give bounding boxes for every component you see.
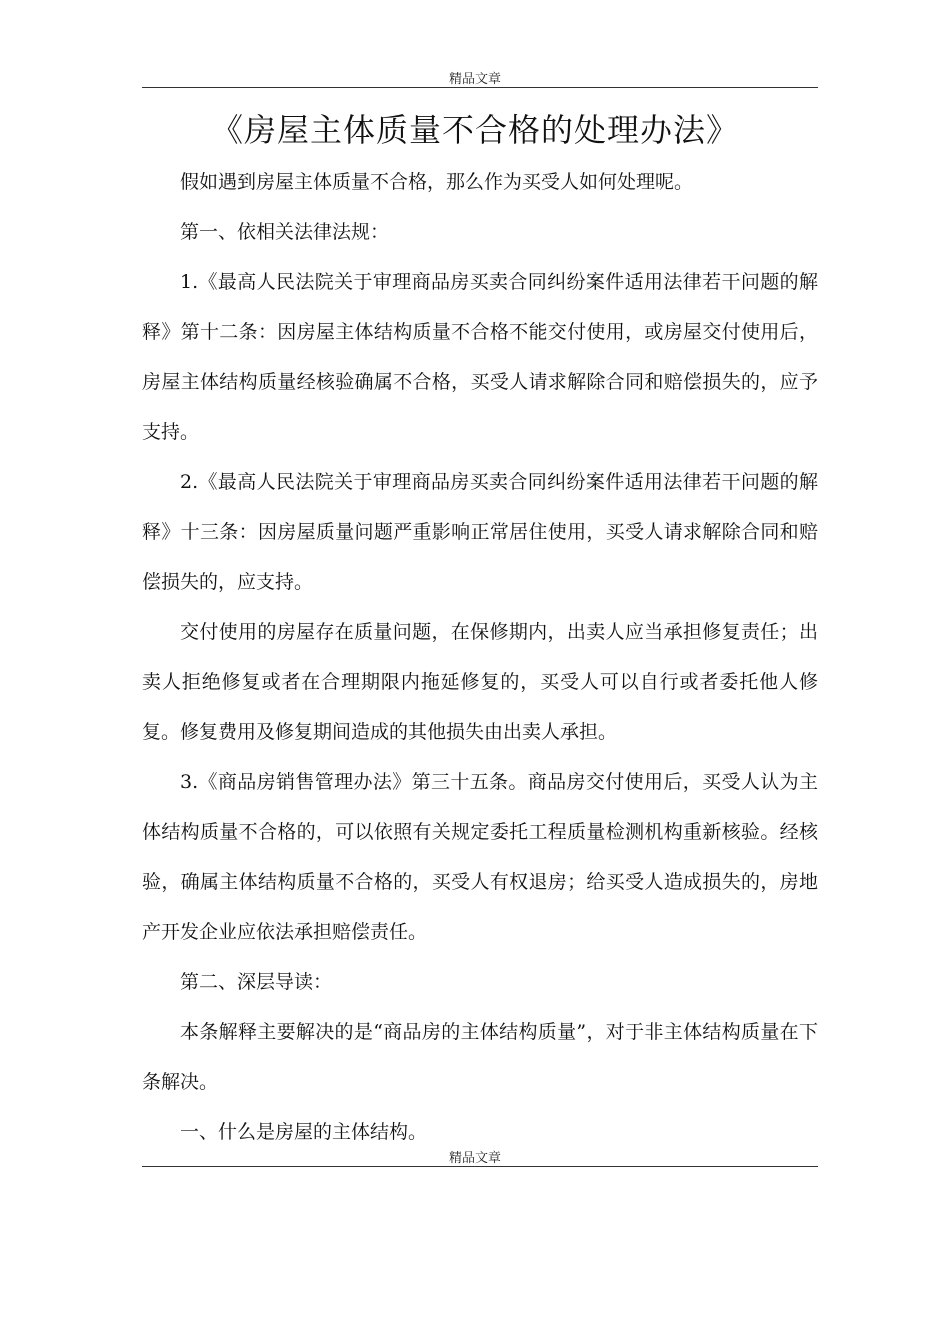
paragraph-repair: 交付使用的房屋存在质量问题，在保修期内，出卖人应当承担修复责任；出卖人拒绝修复或者在合理期限内拖延修复的，买受人可以自行或者委托他人修复。修复费用及修复期间造成的其他损失由出卖人承担。	[142, 621, 818, 743]
paragraph-section-2-heading: 第二、深层导读：	[180, 971, 333, 993]
footer-divider	[142, 1166, 818, 1167]
document-title: 《房屋主体质量不合格的处理办法》	[210, 111, 739, 149]
header-divider	[142, 87, 818, 88]
paragraph-law-3: 3.《商品房销售管理办法》第三十五条。商品房交付使用后，买受人认为主体结构质量不合格的，可以依照有关规定委托工程质量检测机构重新核验。经核验，确属主体结构质量不合格的，买受人有权退房；给买受人造成损失的，房地产开发企业应依法承担赔偿责任。	[142, 771, 818, 943]
paragraph-law-1: 1.《最高人民法院关于审理商品房买卖合同纠纷案件适用法律若干问题的解释》第十二条：因房屋主体结构质量不合格不能交付使用，或房屋交付使用后，房屋主体结构质量经核验确属不合格，买受人请求解除合同和赔偿损失的，应予支持。	[142, 271, 818, 443]
paragraph-subheading-1: 一、什么是房屋的主体结构。	[180, 1121, 428, 1143]
paragraph-explanation: 本条解释主要解决的是“商品房的主体结构质量”，对于非主体结构质量在下条解决。	[142, 1021, 818, 1093]
paragraph-intro: 假如遇到房屋主体质量不合格，那么作为买受人如何处理呢。	[180, 171, 694, 193]
page-footer-label: 精品文章	[448, 1151, 501, 1166]
page-header-label: 精品文章	[448, 72, 501, 87]
paragraph-law-2: 2.《最高人民法院关于审理商品房买卖合同纠纷案件适用法律若干问题的解释》十三条：因房屋质量问题严重影响正常居住使用，买受人请求解除合同和赔偿损失的，应支持。	[142, 471, 818, 593]
document-body	[142, 157, 818, 1157]
paragraph-section-1-heading: 第一、依相关法律法规：	[180, 221, 390, 243]
